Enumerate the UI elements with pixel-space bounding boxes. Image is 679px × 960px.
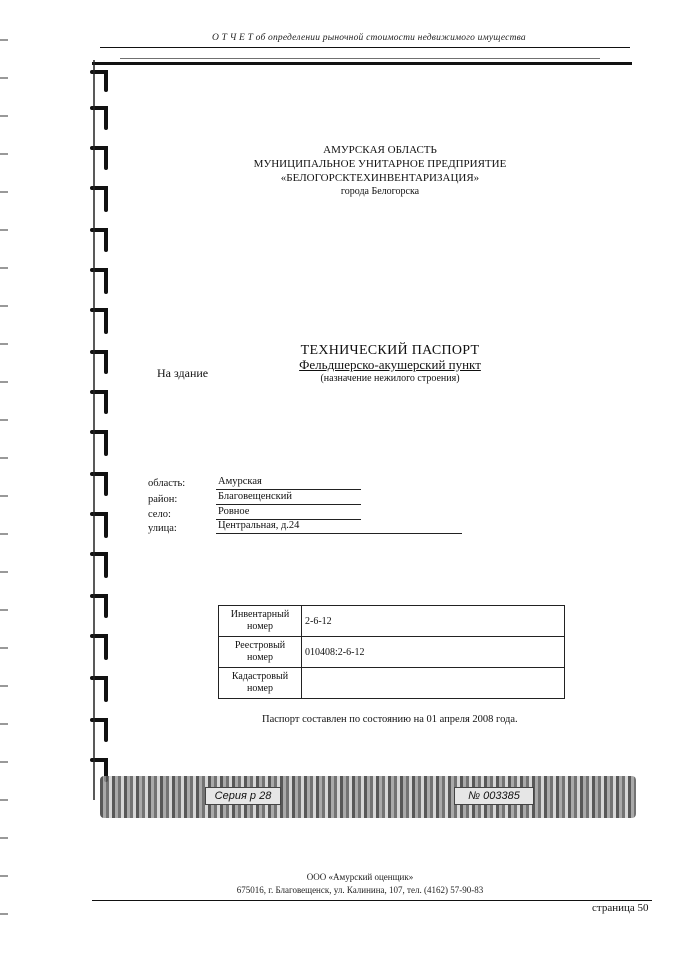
cadastral-number-value xyxy=(302,668,565,699)
form-number: № 003385 xyxy=(454,787,534,805)
street-underline xyxy=(216,533,462,534)
street-value: Центральная, д.24 xyxy=(218,520,300,531)
inventory-number-label: Инвентарный номер xyxy=(219,606,302,637)
registry-number-value: 010408:2-6-12 xyxy=(302,637,565,668)
registry-number-label: Реестровый номер xyxy=(219,637,302,668)
district-value: Благовещенский xyxy=(218,491,293,502)
village-value: Ровное xyxy=(218,506,250,517)
series-label: Серия р 28 xyxy=(205,787,281,805)
passport-title: ТЕХНИЧЕСКИЙ ПАСПОРТ xyxy=(300,343,480,358)
for-building-label: На здание xyxy=(157,366,209,380)
header-rule xyxy=(100,47,630,48)
cadastral-number-label: Кадастровый номер xyxy=(219,668,302,699)
passport-date-statement: Паспорт составлен по состоянию на 01 апреля 2008 года. xyxy=(262,714,518,725)
footer xyxy=(220,871,500,897)
street-label: улица: xyxy=(148,523,177,534)
passport-title-block xyxy=(250,344,530,386)
org-region: АМУРСКАЯ ОБЛАСТЬ xyxy=(323,144,437,156)
spiral-binding xyxy=(0,60,130,800)
district-underline xyxy=(216,504,361,505)
org-city: города Белогорска xyxy=(340,186,420,197)
footer-company: ООО «Амурский оценщик» xyxy=(306,872,414,882)
table-row xyxy=(219,606,565,637)
scan-top-border xyxy=(92,62,632,65)
region-underline xyxy=(216,489,361,490)
security-strip xyxy=(100,776,636,818)
registration-numbers-table xyxy=(218,605,565,699)
building-name: Фельдшерско-акушерский пункт xyxy=(299,357,481,372)
table-row xyxy=(219,668,565,699)
district-label: район: xyxy=(148,494,178,505)
organization-block xyxy=(210,143,550,199)
purpose-note: (назначение нежилого строения) xyxy=(320,373,460,384)
org-type: МУНИЦИПАЛЬНОЕ УНИТАРНОЕ ПРЕДПРИЯТИЕ xyxy=(253,158,507,170)
region-label: область: xyxy=(148,478,186,489)
table-row xyxy=(219,637,565,668)
footer-address: 675016, г. Благовещенск, ул. Калинина, 107, тел. (4162) 57-90-83 xyxy=(236,885,484,895)
footer-rule xyxy=(92,900,652,901)
page-number: страница 50 xyxy=(592,902,649,914)
region-value: Амурская xyxy=(218,476,262,487)
report-header: О Т Ч Е Т об определении рыночной стоимости недвижимого имущества xyxy=(212,33,526,43)
scan-top-border-thin xyxy=(120,58,600,59)
org-name: «БЕЛОГОРСКТЕХИНВЕНТАРИЗАЦИЯ» xyxy=(280,172,480,184)
village-label: село: xyxy=(148,509,171,520)
inventory-number-value: 2-6-12 xyxy=(302,606,565,637)
